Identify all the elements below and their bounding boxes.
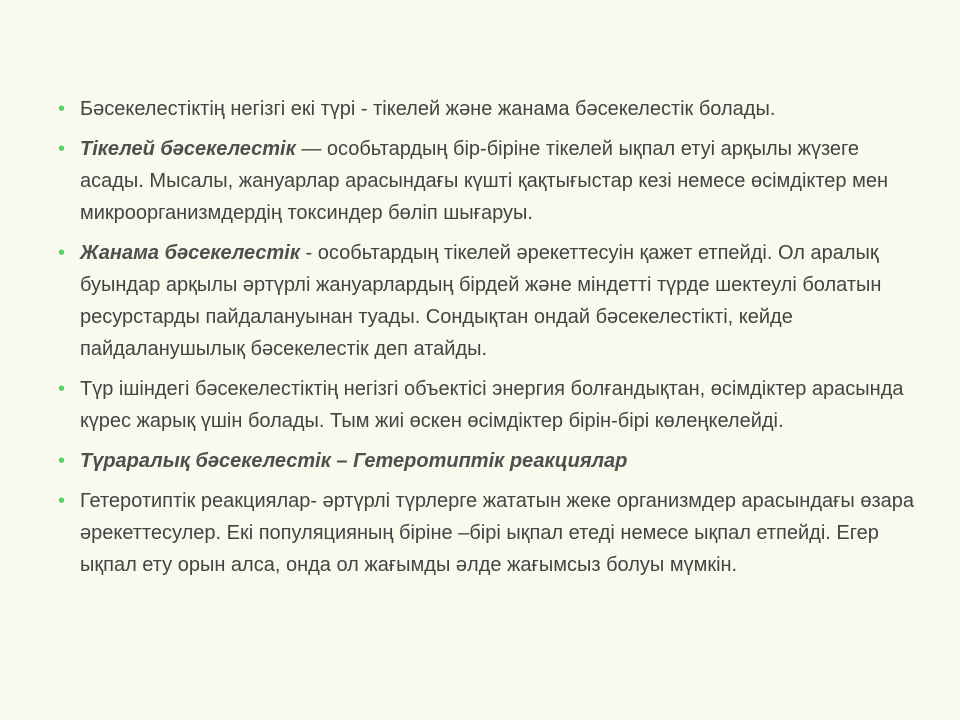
bullet-item — [58, 485, 918, 581]
bullet-icon: • — [58, 490, 66, 512]
bullet-icon: • — [58, 138, 66, 160]
bullet-item — [58, 93, 918, 125]
bullet-icon: • — [58, 242, 66, 264]
bullet-item — [58, 445, 918, 477]
bullet-term: Жанама бәсекелестік — [80, 242, 300, 264]
bullet-text: Гетеротиптік реакциялар- әртүрлі түрлерге жататын жеке организмдер арасындағы өзара әрекеттесулер. Екі популяцияның біріне –бірі ықпал етеді немесе ықпал етпейді. Егер ықпал ету орын алса, онда ол жағымды әлде жағымсыз болуы мүмкін. — [80, 490, 915, 576]
bullet-icon: • — [58, 98, 66, 120]
bullet-item — [58, 373, 918, 437]
bullet-icon: • — [58, 378, 66, 400]
bullet-term: Түраралық бәсекелестік – Гетеротиптік реакциялар — [80, 450, 628, 472]
bullet-item — [58, 237, 918, 365]
bullet-text: Бәсекелестіктің негізгі екі түрі - тікелей және жанама бәсекелестік болады. — [80, 98, 776, 120]
bullet-list — [58, 93, 918, 589]
bullet-text: Түр ішіндегі бәсекелестіктің негізгі объектісі энергия болғандықтан, өсімдіктер арасында күрес жарық үшін болады. Тым жиі өскен өсімдіктер бірін-бірі көлеңкелейді. — [80, 378, 904, 432]
bullet-icon: • — [58, 450, 66, 472]
bullet-text: - особьтардың тікелей әрекеттесуін қажет етпейді. Ол аралық буындар арқылы әртүрлі жануарлардың бірдей және міндетті түрде шектеулі болатын ресурстарды пайдалануынан туады. Сондықтан ондай бәсекелестікті, кейде пайдаланушылық бәсекелестік деп атайды. — [80, 242, 882, 360]
bullet-item — [58, 133, 918, 229]
bullet-term: Тікелей бәсекелестік — [80, 138, 296, 160]
bullet-text: — особьтардың бір-біріне тікелей ықпал етуі арқылы жүзеге асады. Мысалы, жануарлар арасындағы күшті қақтығыстар кезі немесе өсімдіктер мен микроорганизмдердің токсиндер бөліп шығаруы. — [80, 138, 889, 224]
